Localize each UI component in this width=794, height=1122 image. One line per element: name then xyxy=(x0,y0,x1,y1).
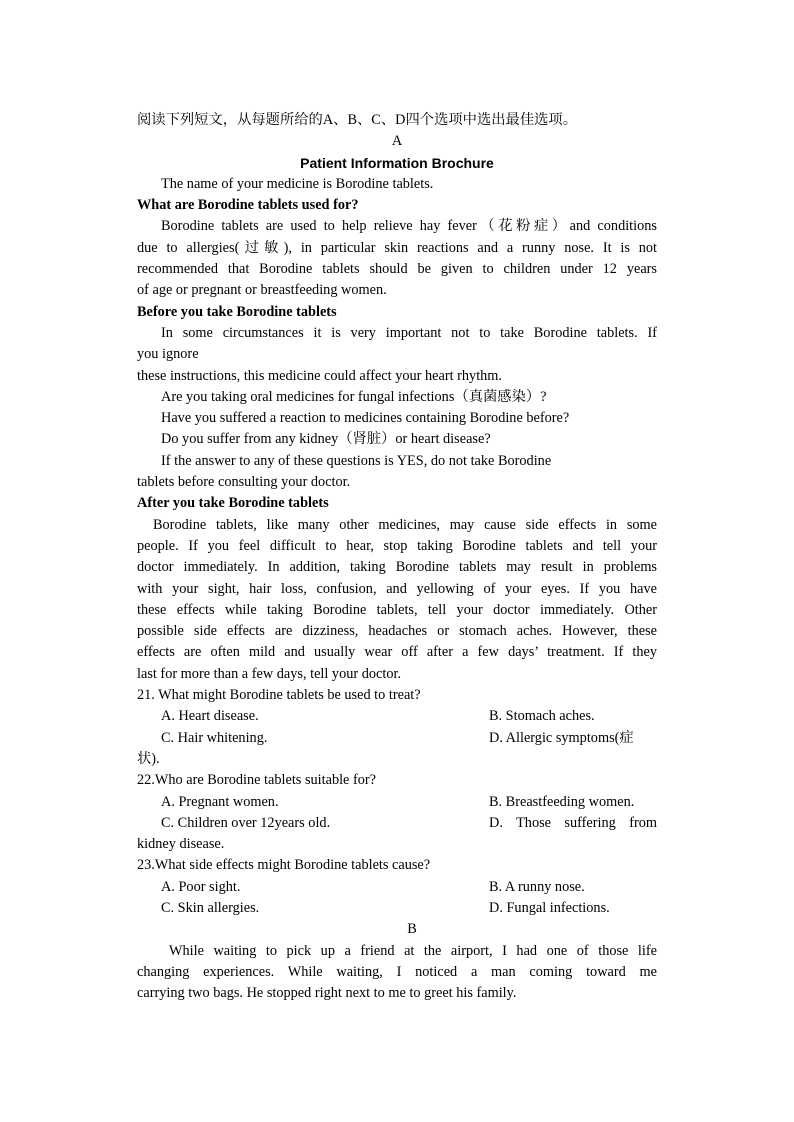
question-21-options-cd xyxy=(137,728,657,749)
paragraph-line: changing experiences. While waiting, I noticed a man coming toward me xyxy=(137,963,657,980)
paragraph-line: these effects while taking Borodine tablets, tell your doctor immediately. Other xyxy=(137,601,657,618)
paragraph-line: possible side effects are dizziness, headaches or stomach aches. However, these xyxy=(137,623,657,640)
paragraph-line: Borodine tablets are used to help relieve hay fever（花粉症）and conditions xyxy=(161,218,657,235)
section-heading-before: Before you take Borodine tablets xyxy=(137,303,337,320)
passage-a-label: A xyxy=(391,133,403,150)
question-23-options-cd xyxy=(137,898,657,919)
question-21-options-ab xyxy=(137,706,657,727)
paragraph-line: doctor immediately. In addition, taking Borodine tablets may result in problems xyxy=(137,559,657,576)
option-a: A. Pregnant women. xyxy=(161,793,279,810)
paragraph-line: effects are often mild and usually wear off after a few days’ treatment. If they xyxy=(137,644,657,661)
option-d-continuation: 状). xyxy=(137,750,160,767)
paragraph-line: In some circumstances it is very important not to take Borodine tablets. If xyxy=(161,324,657,341)
paragraph-line: these instructions, this medicine could affect your heart rhythm. xyxy=(137,367,503,384)
paragraph-line: Borodine tablets, like many other medicines, may cause side effects in some xyxy=(153,516,657,533)
paragraph-line: While waiting to pick up a friend at the airport, I had one of those life xyxy=(169,942,657,959)
question-22-stem: 22.Who are Borodine tablets suitable for? xyxy=(137,772,376,789)
question-line: Have you suffered a reaction to medicines containing Borodine before? xyxy=(161,410,570,427)
option-d: D. Allergic symptoms(症 xyxy=(489,729,634,746)
option-b: B. Breastfeeding women. xyxy=(489,793,635,810)
paragraph-line: recommended that Borodine tablets should be given to children under 12 years xyxy=(137,261,657,278)
option-b: B. Stomach aches. xyxy=(489,708,595,725)
question-23-stem: 23.What side effects might Borodine tablets cause? xyxy=(137,857,431,874)
option-d: D. Those suffering from xyxy=(489,814,657,831)
paragraph-line: tablets before consulting your doctor. xyxy=(137,474,351,491)
option-a: A. Poor sight. xyxy=(161,878,241,895)
paragraph-line: carrying two bags. He stopped right next to me to greet his family. xyxy=(137,985,517,1002)
question-23-options-ab xyxy=(137,877,657,898)
question-22-options-cd xyxy=(137,813,657,834)
question-21-stem: 21. What might Borodine tablets be used to treat? xyxy=(137,687,421,704)
option-c: C. Hair whitening. xyxy=(161,729,268,746)
option-c: C. Children over 12years old. xyxy=(161,814,331,831)
paragraph-line: people. If you feel difficult to hear, stop taking Borodine tablets and tell your xyxy=(137,537,657,554)
section-heading-after: After you take Borodine tablets xyxy=(137,495,329,512)
paragraph-line: of age or pregnant or breastfeeding women. xyxy=(137,282,387,299)
passage-b-label: B xyxy=(407,921,417,938)
document-page xyxy=(137,110,657,1004)
option-c: C. Skin allergies. xyxy=(161,899,260,916)
option-d-continuation: kidney disease. xyxy=(137,836,225,853)
section-heading-uses: What are Borodine tablets used for? xyxy=(137,197,359,214)
paragraph-line: due to allergies(过敏), in particular skin reactions and a runny nose. It is not xyxy=(137,239,657,256)
brochure-title: Patient Information Brochure xyxy=(300,154,494,171)
option-a: A. Heart disease. xyxy=(161,708,259,725)
option-b: B. A runny nose. xyxy=(489,878,585,895)
question-line: Are you taking oral medicines for fungal infections（真菌感染）? xyxy=(161,388,547,405)
intro-line: The name of your medicine is Borodine tablets. xyxy=(161,175,434,192)
instruction: 阅读下列短文，从每题所给的A、B、C、D四个选项中选出最佳选项。 xyxy=(137,112,578,128)
paragraph-line: If the answer to any of these questions is YES, do not take Borodine xyxy=(161,452,552,469)
paragraph-line: last for more than a few days, tell your doctor. xyxy=(137,665,402,682)
paragraph-line: with your sight, hair loss, confusion, and yellowing of your eyes. If you have xyxy=(137,580,657,597)
question-22-options-ab xyxy=(137,792,657,813)
paragraph-line: you ignore xyxy=(137,346,199,363)
question-line: Do you suffer from any kidney（肾脏）or heart disease? xyxy=(161,431,491,448)
option-d: D. Fungal infections. xyxy=(489,899,610,916)
